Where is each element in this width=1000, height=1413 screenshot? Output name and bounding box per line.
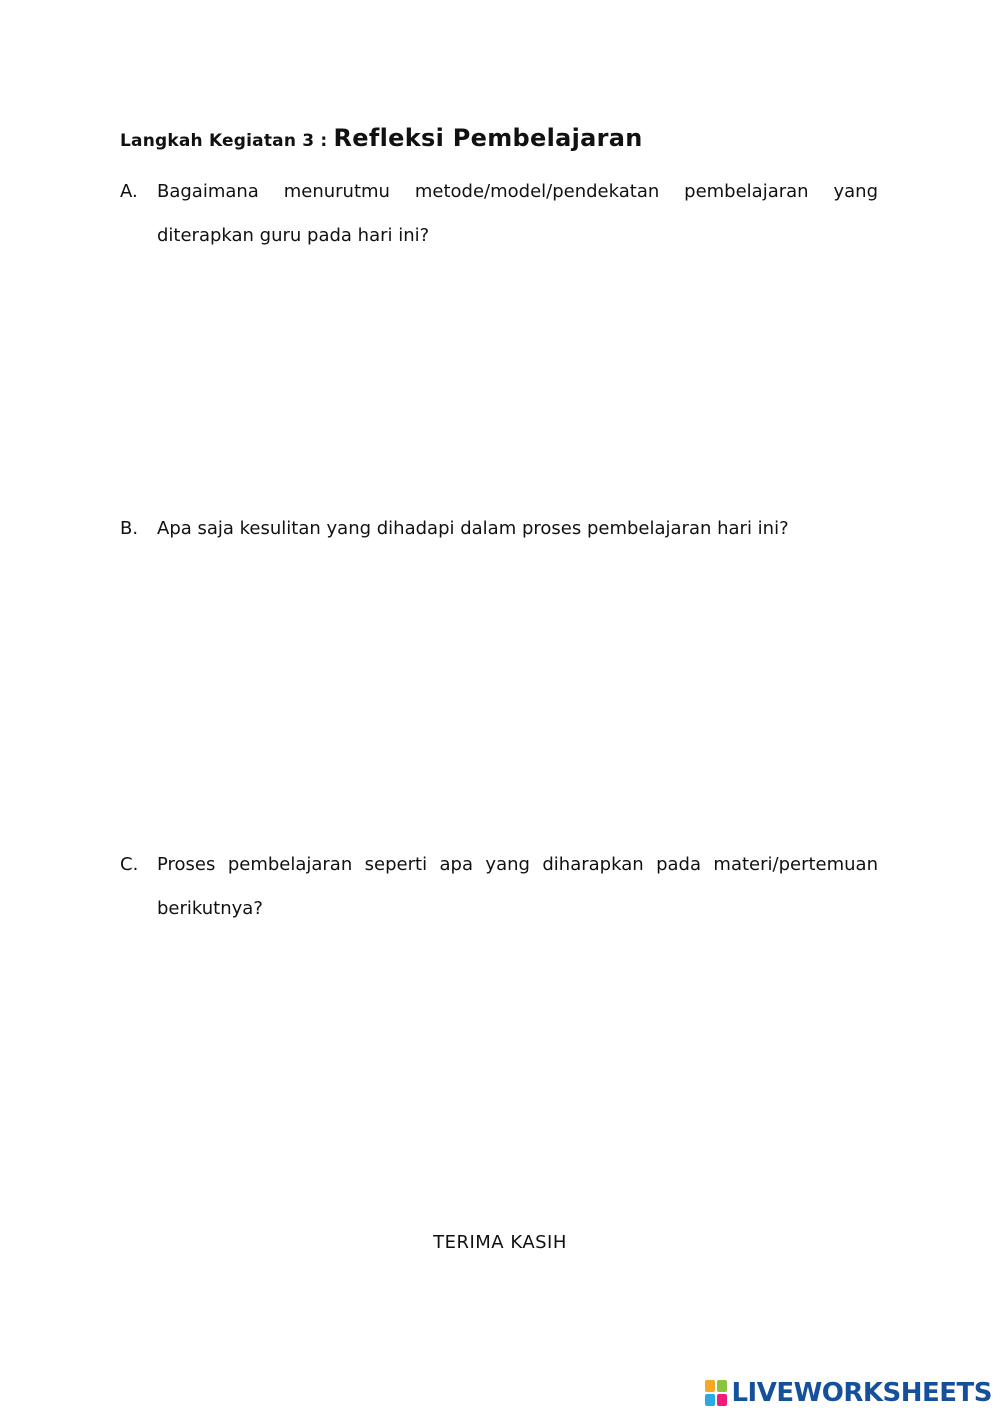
- activity-title: Refleksi Pembelajaran: [333, 124, 643, 152]
- question-letter: B.: [120, 518, 139, 539]
- logo-square: [705, 1380, 715, 1392]
- closing-text: TERIMA KASIH: [433, 1232, 567, 1253]
- logo-square: [717, 1380, 727, 1392]
- liveworksheets-logo-icon: [705, 1380, 727, 1406]
- question-letter: C.: [120, 854, 139, 875]
- question-b: [120, 507, 878, 551]
- question-letter: A.: [120, 181, 138, 202]
- logo-square: [705, 1394, 715, 1406]
- question-a: [120, 170, 878, 258]
- question-c: [120, 843, 878, 931]
- logo-square: [717, 1394, 727, 1406]
- activity-step-label: Langkah Kegiatan 3 :: [120, 131, 334, 151]
- question-text: Proses pembelajaran seperti apa yang diharapkan pada materi/pertemuan berikutnya?: [157, 854, 878, 919]
- logo-text: LIVEWORKSHEETS: [731, 1378, 992, 1408]
- activity-heading: [120, 124, 643, 152]
- question-text: Apa saja kesulitan yang dihadapi dalam proses pembelajaran hari ini?: [157, 518, 789, 539]
- liveworksheets-logo: [705, 1377, 992, 1409]
- question-text: Bagaimana menurutmu metode/model/pendekatan pembelajaran yang diterapkan guru pada hari ini?: [157, 181, 878, 246]
